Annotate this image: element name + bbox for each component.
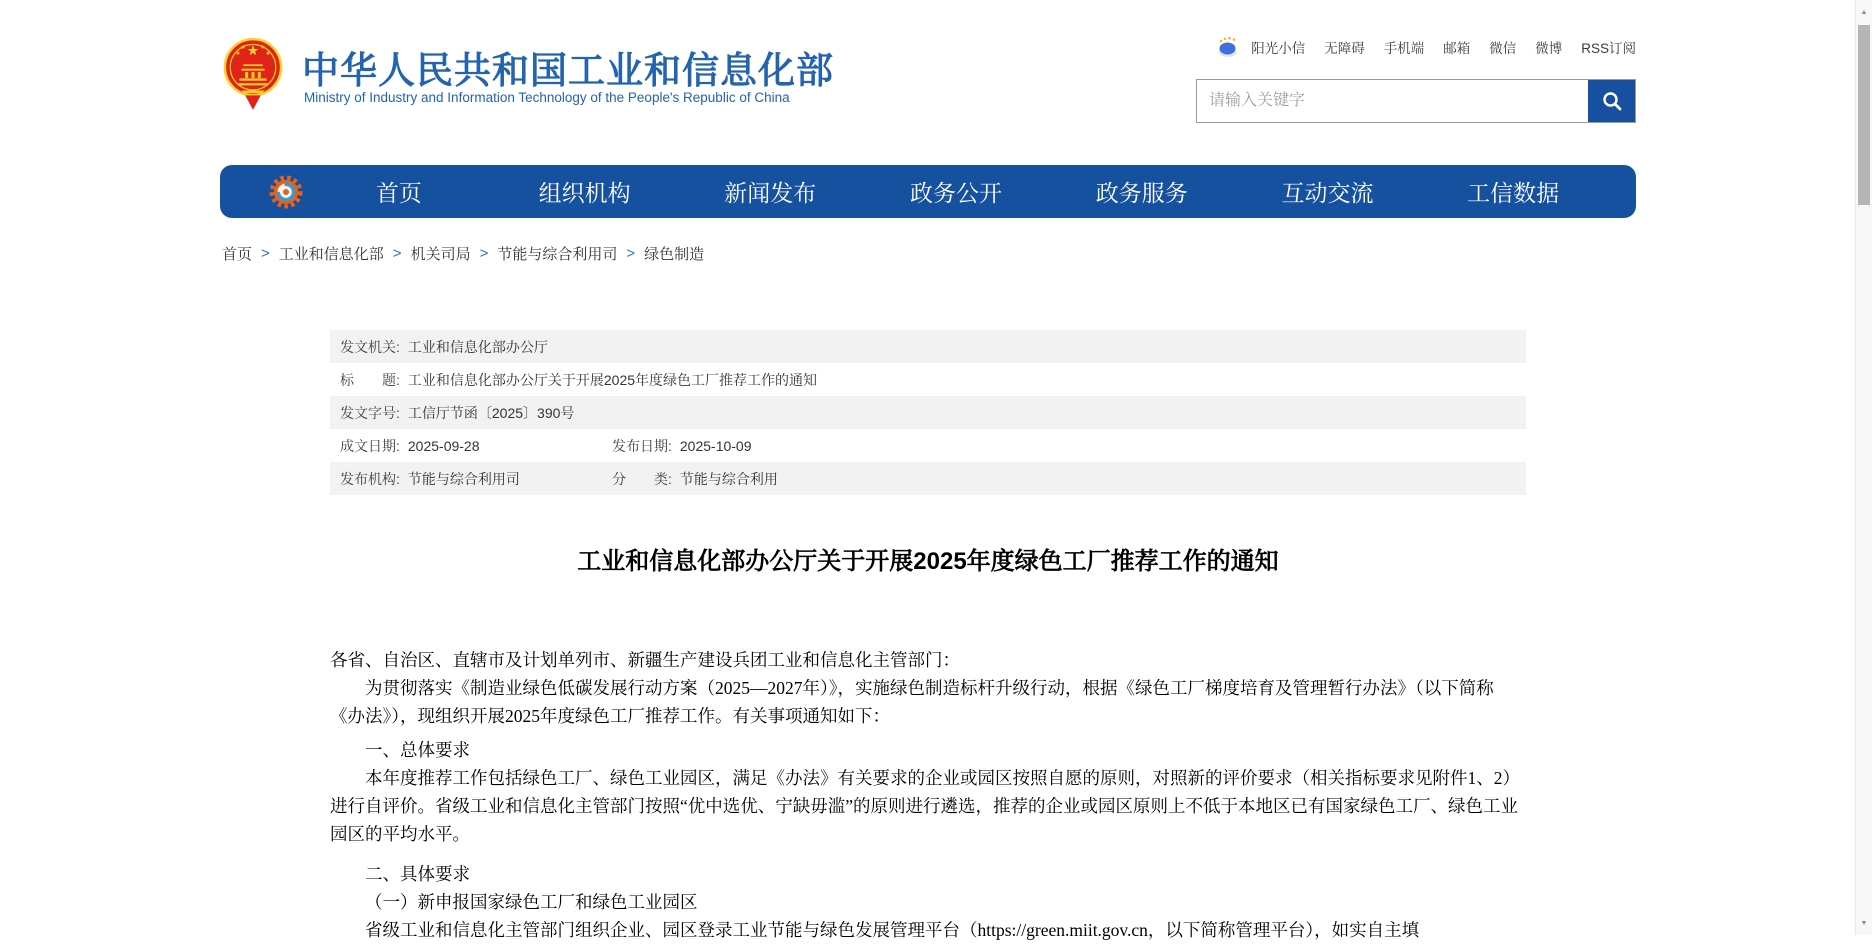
article-paragraph: 各省、自治区、直辖市及计划单列市、新疆生产建设兵团工业和信息化主管部门：: [330, 650, 960, 670]
meta-title: [340, 370, 817, 390]
meta-doc-number: [340, 403, 574, 423]
scroll-up-icon[interactable]: ▲: [1860, 8, 1868, 16]
document-meta-table: [330, 330, 1526, 495]
meta-label: 发布机构:: [340, 470, 400, 487]
article-section-heading: 一、总体要求: [365, 740, 470, 760]
breadcrumb-separator-icon: >: [392, 245, 402, 262]
article-body: [330, 646, 1526, 944]
utility-link-wechat[interactable]: 微信: [1489, 41, 1517, 56]
meta-value: 2025-09-28: [407, 437, 480, 454]
nav-items: [306, 175, 1606, 208]
meta-label: 发文字号:: [340, 404, 400, 421]
breadcrumb-departments[interactable]: 机关司局: [410, 246, 471, 263]
national-emblem-icon: [222, 36, 284, 114]
article-subsection-heading: （一）新申报国家绿色工厂和绿色工业园区: [365, 892, 698, 912]
meta-written-date: [340, 436, 612, 456]
site-subtitle: Ministry of Industry and Information Technology of the People's Republic of China: [304, 90, 790, 105]
article: [330, 495, 1526, 944]
utility-link-mobile[interactable]: 手机端: [1383, 41, 1425, 56]
utility-links: [1216, 36, 1636, 58]
nav-item-organization[interactable]: 组织机构: [538, 180, 631, 206]
meta-label: 分 类:: [612, 470, 672, 487]
meta-label: 标 题:: [340, 371, 400, 388]
meta-value: 工信厅节函〔2025〕390号: [407, 404, 575, 421]
scrollbar-thumb[interactable]: [1858, 25, 1870, 205]
meta-value: 节能与综合利用司: [407, 470, 520, 487]
meta-value: 工业和信息化部办公厅: [407, 338, 548, 355]
article-section-heading: 二、具体要求: [365, 864, 470, 884]
breadcrumb-miit[interactable]: 工业和信息化部: [278, 246, 384, 263]
table-row: [330, 363, 1526, 396]
search-icon: [1601, 90, 1623, 112]
meta-category: [612, 469, 778, 489]
main-navbar: [220, 165, 1636, 218]
nav-item-news[interactable]: 新闻发布: [724, 180, 817, 206]
meta-publish-date: [612, 436, 752, 456]
utility-link-rss[interactable]: RSS订阅: [1581, 41, 1636, 56]
article-title: 工业和信息化部办公厅关于开展2025年度绿色工厂推荐工作的通知: [577, 548, 1279, 575]
article-paragraph: 为贯彻落实《制造业绿色低碳发展行动方案（2025—2027年）》，实施绿色制造标杆升级行动，根据《绿色工厂梯度培育及管理暂行办法》（以下简称《办法》），现组织开展2025年度绿色工厂推荐工作。有关事项通知如下：: [330, 678, 1494, 726]
breadcrumb-separator-icon: >: [479, 245, 489, 262]
scrollbar[interactable]: [1855, 0, 1872, 935]
search-input[interactable]: [1197, 80, 1588, 122]
nav-item-gov-info[interactable]: 政务公开: [910, 180, 1003, 206]
table-row: [330, 396, 1526, 429]
search-button[interactable]: [1588, 80, 1635, 122]
nav-item-home[interactable]: 首页: [375, 180, 422, 206]
breadcrumb-separator-icon: >: [261, 245, 270, 262]
page-container: [220, 0, 1636, 940]
breadcrumb-green-manufacturing: 绿色制造: [644, 246, 705, 263]
table-row: [330, 429, 1526, 462]
nav-item-gov-services[interactable]: 政务服务: [1095, 180, 1188, 206]
utility-link-mailbox[interactable]: 邮箱: [1443, 41, 1471, 56]
breadcrumb-separator-icon: >: [626, 245, 636, 262]
breadcrumb-energy-dept[interactable]: 节能与综合利用司: [497, 246, 618, 263]
breadcrumb: [222, 243, 704, 264]
breadcrumb-home[interactable]: 首页: [222, 246, 253, 263]
meta-issuing-agency: [340, 337, 548, 357]
table-row: [330, 462, 1526, 495]
article-paragraph: 省级工业和信息化主管部门组织企业、园区登录工业节能与绿色发展管理平台（https://green.miit.gov.cn，以下简称管理平台），如实自主填: [365, 920, 1420, 940]
scroll-down-icon[interactable]: ▼: [1860, 919, 1868, 927]
miit-logo-icon: [266, 172, 306, 212]
meta-label: 成文日期:: [340, 437, 400, 454]
utility-link-accessibility[interactable]: 无障碍: [1324, 41, 1365, 56]
utility-link-weibo[interactable]: 微博: [1535, 41, 1563, 56]
meta-label: 发文机关:: [340, 338, 400, 355]
table-row: [330, 330, 1526, 363]
article-paragraph: 本年度推荐工作包括绿色工厂、绿色工业园区，满足《办法》有关要求的企业或园区按照自愿的原则，对照新的评价要求（相关指标要求见附件1、2）进行自评价。省级工业和信息化主管部门按照“优中选优、宁缺毋滥”的原则进行遴选，推荐的企业或园区原则上不低于本地区已有国家绿色工厂、绿色工业园区的平均水平。: [330, 768, 1520, 844]
meta-label: 发布日期:: [612, 437, 672, 454]
meta-value: 工业和信息化部办公厅关于开展2025年度绿色工厂推荐工作的通知: [407, 371, 818, 388]
site-title: 中华人民共和国工业和信息化部: [302, 50, 834, 91]
meta-value: 2025-10-09: [679, 437, 752, 454]
nav-item-interaction[interactable]: 互动交流: [1281, 180, 1374, 206]
nav-item-data[interactable]: 工信数据: [1467, 180, 1560, 206]
meta-publish-org: [340, 469, 612, 489]
utility-link-sunshine[interactable]: 阳光小信: [1251, 41, 1306, 56]
sunshine-assistant-icon: [1216, 36, 1240, 58]
meta-value: 节能与综合利用: [679, 470, 778, 487]
search-bar: [1196, 79, 1636, 123]
